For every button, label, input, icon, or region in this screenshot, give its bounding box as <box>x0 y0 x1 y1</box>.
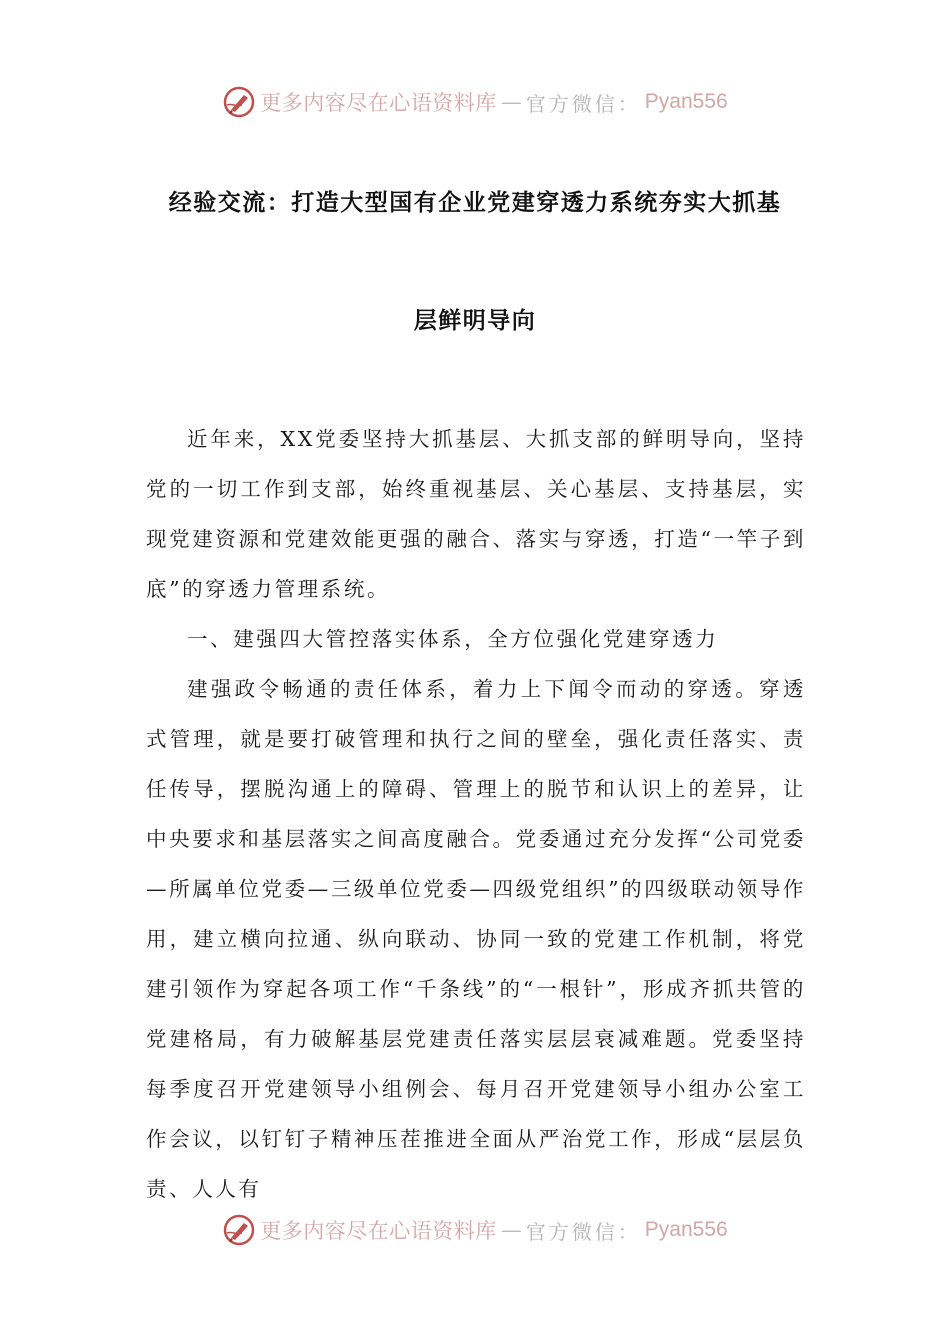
document-title-line-1: 经验交流：打造大型国有企业党建穿透力系统夯实大抓基 <box>168 190 782 216</box>
header-watermark-banner <box>0 82 950 122</box>
banner-separator: — <box>500 1218 522 1242</box>
pen-logo-icon <box>222 1213 256 1247</box>
site-slogan: 更多内容尽在心语资料库 <box>260 91 497 115</box>
document-title-line-2: 层鲜明导向 <box>413 308 537 334</box>
site-slogan: 更多内容尽在心语资料库 <box>260 1219 497 1243</box>
wechat-label: 官方微信： <box>525 91 641 116</box>
section-heading-1: 一、建强四大管控落实体系，全方位强化党建穿透力 <box>187 627 719 651</box>
paragraph-responsibility-system: 建强政令畅通的责任体系，着力上下闻令而动的穿透。穿透式管理，就是要打破管理和执行之间的壁垒，强化责任落实、责任传导，摆脱沟通上的障碍、管理上的脱节和认识上的差异，让中央要求和基层落实之间高度融合。党委通过充分发挥“公司党委—所属单位党委—三级单位党委—四级党组织”的四级联动领导作用，建立横向拉通、纵向联动、协同一致的党建工作机制，将党建引领作为穿起各项工作“千条线”的“一根针”，形成齐抓共管的党建格局，有力破解基层党建责任落实层层衰减难题。党委坚持每季度召开党建领导小组例会、每月召开党建领导小组办公室工作会议，以钉钉子精神压茬推进全面从严治党工作，形成“层层负责、人人有 <box>146 677 806 1201</box>
pen-logo-icon <box>222 85 256 119</box>
banner-separator: — <box>500 90 522 114</box>
banner-content <box>222 85 727 119</box>
paragraph-intro: 近年来，XX党委坚持大抓基层、大抓支部的鲜明导向，坚持党的一切工作到支部，始终重视基层、关心基层、支持基层，实现党建资源和党建效能更强的融合、落实与穿透，打造“一竿子到底”的穿透力管理系统。 <box>146 427 806 601</box>
wechat-id: Pyan556 <box>644 1218 728 1241</box>
wechat-id: Pyan556 <box>644 90 728 113</box>
footer-watermark-banner <box>0 1210 950 1250</box>
wechat-label: 官方微信： <box>525 1219 641 1244</box>
document-body <box>146 414 806 1214</box>
banner-content <box>222 1213 727 1247</box>
